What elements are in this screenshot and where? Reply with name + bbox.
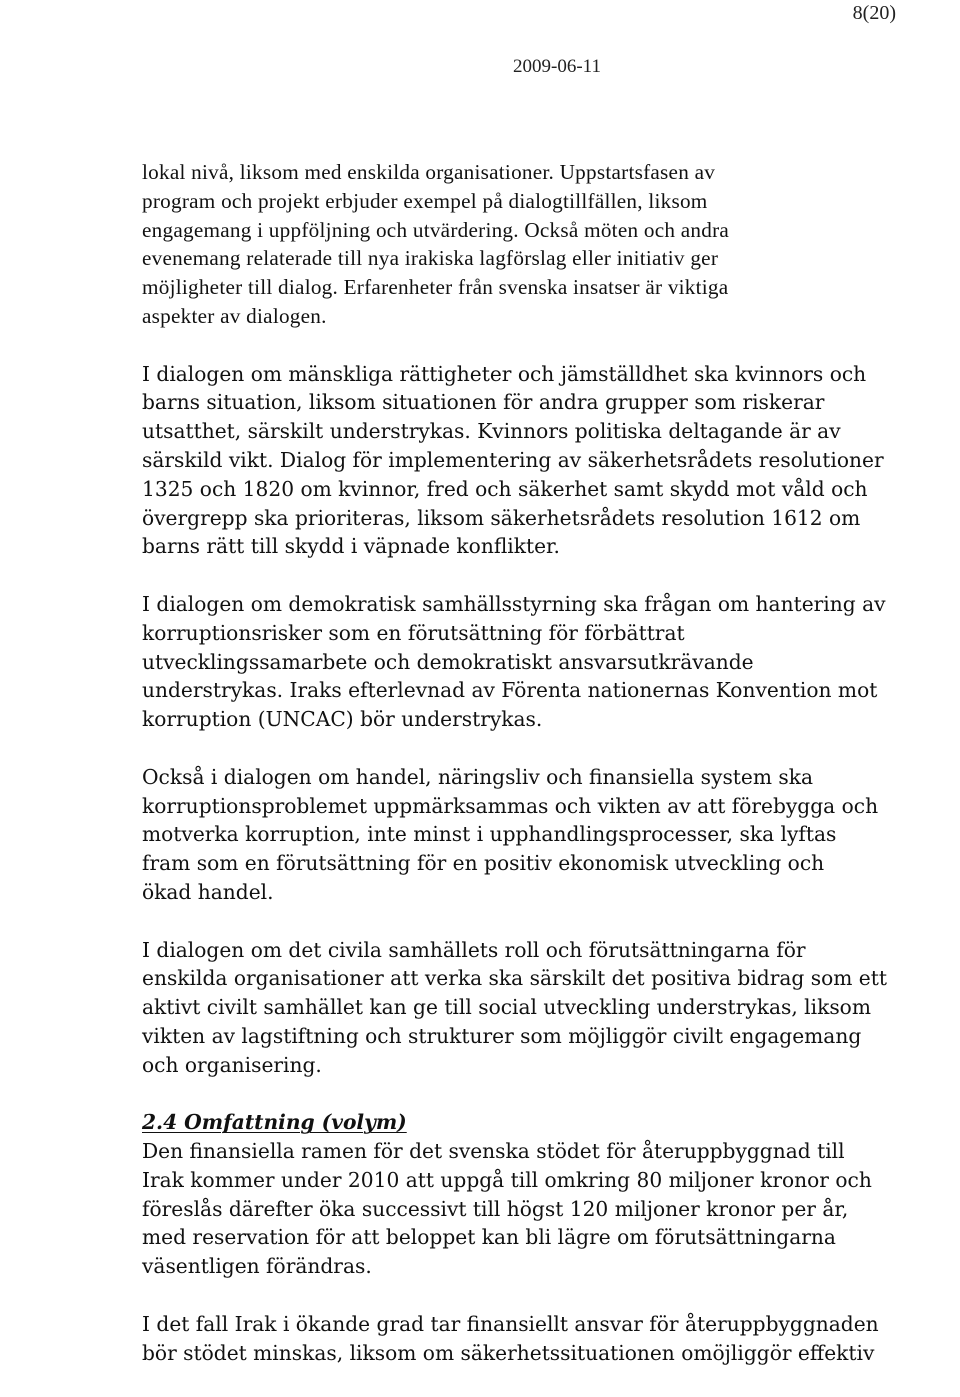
text-line: I dialogen om mänskliga rättigheter och jämställdhet ska kvinnors och: [142, 361, 867, 386]
paragraph-human-rights: [142, 360, 884, 562]
document-date: 2009-06-11: [513, 56, 601, 77]
text-line: enskilda organisationer att verka ska särskilt det positiva bidrag som ett: [142, 966, 887, 991]
text-line: engagemang i uppföljning och utvärdering. Också möten och andra: [142, 217, 730, 242]
text-line: vikten av lagstiftning och strukturer som möjliggör civilt engagemang: [142, 1023, 862, 1048]
text-line: korruption (UNCAC) bör understrykas.: [142, 707, 543, 732]
text-line: ökad handel.: [142, 879, 274, 904]
text-line: möjligheter till dialog. Erfarenheter från svenska insatser är viktiga: [142, 275, 729, 300]
paragraph-governance: [142, 590, 886, 734]
text-line: föreslås därefter öka successivt till högst 120 miljoner kronor per år,: [142, 1196, 849, 1221]
text-line: barns rätt till skydd i väpnade konflikter.: [142, 534, 560, 559]
paragraph-trade: [142, 763, 879, 907]
text-line: Den finansiella ramen för det svenska stödet för återuppbyggnad till: [142, 1139, 845, 1164]
text-line: 1325 och 1820 om kvinnor, fred och säkerhet samt skydd mot våld och: [142, 476, 868, 501]
text-line: utsatthet, särskilt understrykas. Kvinnors politiska deltagande är av: [142, 419, 841, 444]
paragraph-civil-society: [142, 936, 887, 1080]
text-line: Också i dialogen om handel, näringsliv och finansiella system ska: [142, 764, 814, 789]
text-line: I dialogen om det civila samhällets roll och förutsättningarna för: [142, 937, 806, 962]
text-line: väsentligen förändras.: [142, 1254, 372, 1279]
page-number: 8(20): [852, 2, 896, 24]
paragraph-financial-frame: [142, 1137, 872, 1281]
text-line: och organisering.: [142, 1052, 322, 1077]
text-line: Irak kommer under 2010 att uppgå till omkring 80 miljoner kronor och: [142, 1167, 872, 1192]
text-line: aspekter av dialogen.: [142, 303, 327, 328]
text-line: korruptionsproblemet uppmärksammas och vikten av att förebygga och: [142, 793, 879, 818]
text-line: särskild vikt. Dialog för implementering av säkerhetsrådets resolutioner: [142, 447, 884, 472]
paragraph-iraq-responsibility: [142, 1310, 879, 1368]
text-line: I dialogen om demokratisk samhällsstyrning ska frågan om hantering av: [142, 591, 886, 616]
text-line: understrykas. Iraks efterlevnad av Förenta nationernas Konvention mot: [142, 678, 878, 703]
text-line: aktivt civilt samhället kan ge till social utveckling understrykas, liksom: [142, 995, 871, 1020]
text-line: barns situation, liksom situationen för andra grupper som riskerar: [142, 390, 825, 415]
text-line: lokal nivå, liksom med enskilda organisationer. Uppstartsfasen av: [142, 160, 716, 184]
text-line: bör stödet minskas, liksom om säkerhetssituationen omöjliggör effektiv: [142, 1340, 875, 1365]
text-line: korruptionsrisker som en förutsättning för förbättrat: [142, 620, 685, 645]
section-heading: 2.4 Omfattning (volym): [142, 1110, 407, 1135]
text-line: övergrepp ska prioriteras, liksom säkerhetsrådets resolution 1612 om: [142, 505, 861, 530]
text-line: med reservation för att beloppet kan bli lägre om förutsättningarna: [142, 1225, 836, 1250]
paragraph-dialogue-levels: [142, 158, 862, 331]
document-body: [142, 158, 887, 1396]
text-line: evenemang relaterade till nya irakiska lagförslag eller initiativ ger: [142, 246, 719, 271]
text-line: motverka korruption, inte minst i upphandlingsprocesser, ska lyftas: [142, 822, 837, 847]
text-line: fram som en förutsättning för en positiv ekonomisk utveckling och: [142, 851, 825, 876]
text-line: program och projekt erbjuder exempel på dialogtillfällen, liksom: [142, 188, 708, 213]
text-line: I det fall Irak i ökande grad tar finansiellt ansvar för återuppbyggnaden: [142, 1311, 879, 1336]
text-line: utvecklingssamarbete och demokratiskt ansvarsutkrävande: [142, 649, 754, 674]
